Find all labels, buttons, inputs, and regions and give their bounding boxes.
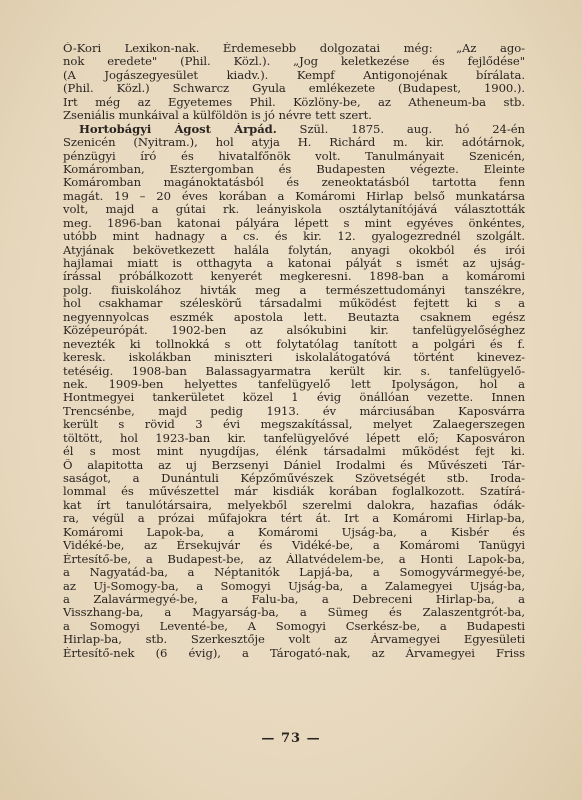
text-line: Értesítő-nek (6 évig), a Tárogató-nak, az Árvamegyei Friss bbox=[63, 646, 525, 660]
text-line: a Nagyatád-ba, a Néptanitók Lapjá-ba, a Somogyvármegyé-be, bbox=[63, 566, 525, 580]
text-line: ra, végül a prózai műfajokra tért át. Irt a Komáromi Hirlap-ba, bbox=[63, 512, 525, 526]
text-line: polg. fiuiskolához hivták meg a természettudományi tanszékre, bbox=[63, 283, 525, 297]
text-line: tetéséig. 1908-ban Balassagyarmatra került kir. s. tanfelügyelő- bbox=[63, 364, 525, 378]
text-line: keresk. iskolákban miniszteri iskolalátogatóvá történt kinevez- bbox=[63, 351, 525, 365]
text-line: lommal és művészettel már kisdiák korában foglalkozott. Szatírá- bbox=[63, 485, 525, 499]
text-line: az Uj-Somogy-ba, a Somogyi Ujság-ba, a Zalamegyei Ujság-ba, bbox=[63, 579, 525, 593]
page-number: — 73 — bbox=[261, 731, 321, 746]
entry-heading: Hortobágyi Ágost Árpád. bbox=[79, 122, 277, 136]
text-line: Ó-Kori Lexikon-nak. Érdemesebb dolgozatai még: „Az ago- bbox=[63, 42, 525, 55]
text-line: Trencsénbe, majd pedig 1913. év márciusában Kaposvárra bbox=[63, 404, 525, 418]
text-line: Komáromban, Esztergomban és Budapesten végezte. Eleinte bbox=[63, 162, 525, 176]
text-line: Vidéké-be, az Érsekujvár és Vidéké-be, a Komáromi Tanügyi bbox=[63, 539, 525, 553]
text-line: Irt még az Egyetemes Phil. Közlöny-be, az Atheneum-ba stb. bbox=[63, 95, 525, 109]
text-line: Értesítő-be, a Budapest-be, az Állatvédelem-be, a Honti Lapok-ba, bbox=[63, 552, 525, 566]
text-line: pénzügyi író és hivatalfőnök volt. Tanulmányait Szenicén, bbox=[63, 149, 525, 163]
text-line: került s rövid 3 évi megszakítással, melyet Zalaegerszegen bbox=[63, 418, 525, 432]
text-line: (A Jogászegyesület kiadv.). Kempf Antigonojénak bírálata. bbox=[63, 68, 525, 82]
text-line: magát. 19 – 20 éves korában a Komáromi Hirlap belső munkatársa bbox=[63, 189, 525, 203]
text-line: utóbb mint hadnagy a cs. és kir. 12. gyalogezrednél szolgált. bbox=[63, 230, 525, 244]
text-line: Komáromi Lapok-ba, a Komáromi Ujság-ba, a Kisbér és bbox=[63, 525, 525, 539]
body-text bbox=[63, 42, 525, 660]
text-line: Zseniális munkáival a külföldön is jó névre tett szert. bbox=[63, 109, 372, 123]
text-line: nevezték ki tollnokká s ott folytatólag tanított a polgári és f. bbox=[63, 337, 525, 351]
text-line: negyennyolcas eszmék apostola lett. Beutazta csaknem egész bbox=[63, 310, 525, 324]
text-line: Atyjának bekövetkezett halála folytán, anyagi okokból és irói bbox=[63, 243, 525, 257]
text-line: Ő alapitotta az uj Berzsenyi Dániel Irodalmi és Művészeti Tár- bbox=[63, 458, 525, 472]
entry-heading-rest: Szül. 1875. aug. hó 24-én bbox=[276, 122, 525, 136]
text-line: volt, majd a gútai rk. leányiskola osztálytanítójává választották bbox=[63, 203, 525, 217]
text-line: írással próbálkozott kenyerét megkeresni. 1898-ban a komáromi bbox=[63, 270, 525, 284]
text-line: a Zalavármegyé-be, a Falu-ba, a Debreceni Hirlap-ba, a bbox=[63, 592, 525, 606]
text-line: nok eredete" (Phil. Közl.). „Jog keletkezése és fejlődése" bbox=[63, 55, 525, 69]
text-line: a Somogyi Leventé-be, A Somogyi Cserkész-be, a Budapesti bbox=[63, 619, 525, 633]
text-line: Hontmegyei tankerületet közel 1 évig önállóan vezette. Innen bbox=[63, 391, 525, 405]
text-line: Komáromban magánoktatásból és zeneoktatásból tartotta fenn bbox=[63, 176, 525, 190]
text-line: Középeurópát. 1902-ben az alsókubini kir. tanfelügyelőséghez bbox=[63, 324, 525, 338]
entry-heading-line bbox=[63, 123, 525, 136]
text-line: töltött, hol 1923-ban kir. tanfelügyelővé lépett elő; Kaposváron bbox=[63, 431, 525, 445]
text-line: (Phil. Közl.) Schwarcz Gyula emlékezete (Budapest, 1900.). bbox=[63, 82, 525, 96]
text-line: Hirlap-ba, stb. Szerkesztője volt az Árvamegyei Egyesületi bbox=[63, 633, 525, 647]
text-line: Visszhang-ba, a Magyarság-ba, a Sümeg és Zalaszentgrót-ba, bbox=[63, 606, 525, 620]
text-line: saságot, a Dunántuli Képzőművészek Szövetségét stb. Iroda- bbox=[63, 472, 525, 485]
text-line: Szenicén (Nyitram.), hol atyja H. Richárd m. kir. adótárnok, bbox=[63, 136, 525, 150]
text-line: nek. 1909-ben helyettes tanfelügyelő lett Ipolyságon, hol a bbox=[63, 377, 525, 391]
text-line: meg. 1896-ban katonai pályára lépett s mint egyéves önkéntes, bbox=[63, 216, 525, 230]
text-line: kat írt tanulótársaira, melyekből szerelmi dalokra, hazafias ódák- bbox=[63, 498, 525, 512]
text-line: hol csakhamar széleskörű társadalmi működést fejtett ki s a bbox=[63, 297, 525, 311]
text-line: hajlamai miatt is otthagyta a katonai pályát s ismét az ujság- bbox=[63, 257, 525, 270]
text-line: él s most mint nyugdíjas, élénk társadalmi működést fejt ki. bbox=[63, 445, 525, 459]
